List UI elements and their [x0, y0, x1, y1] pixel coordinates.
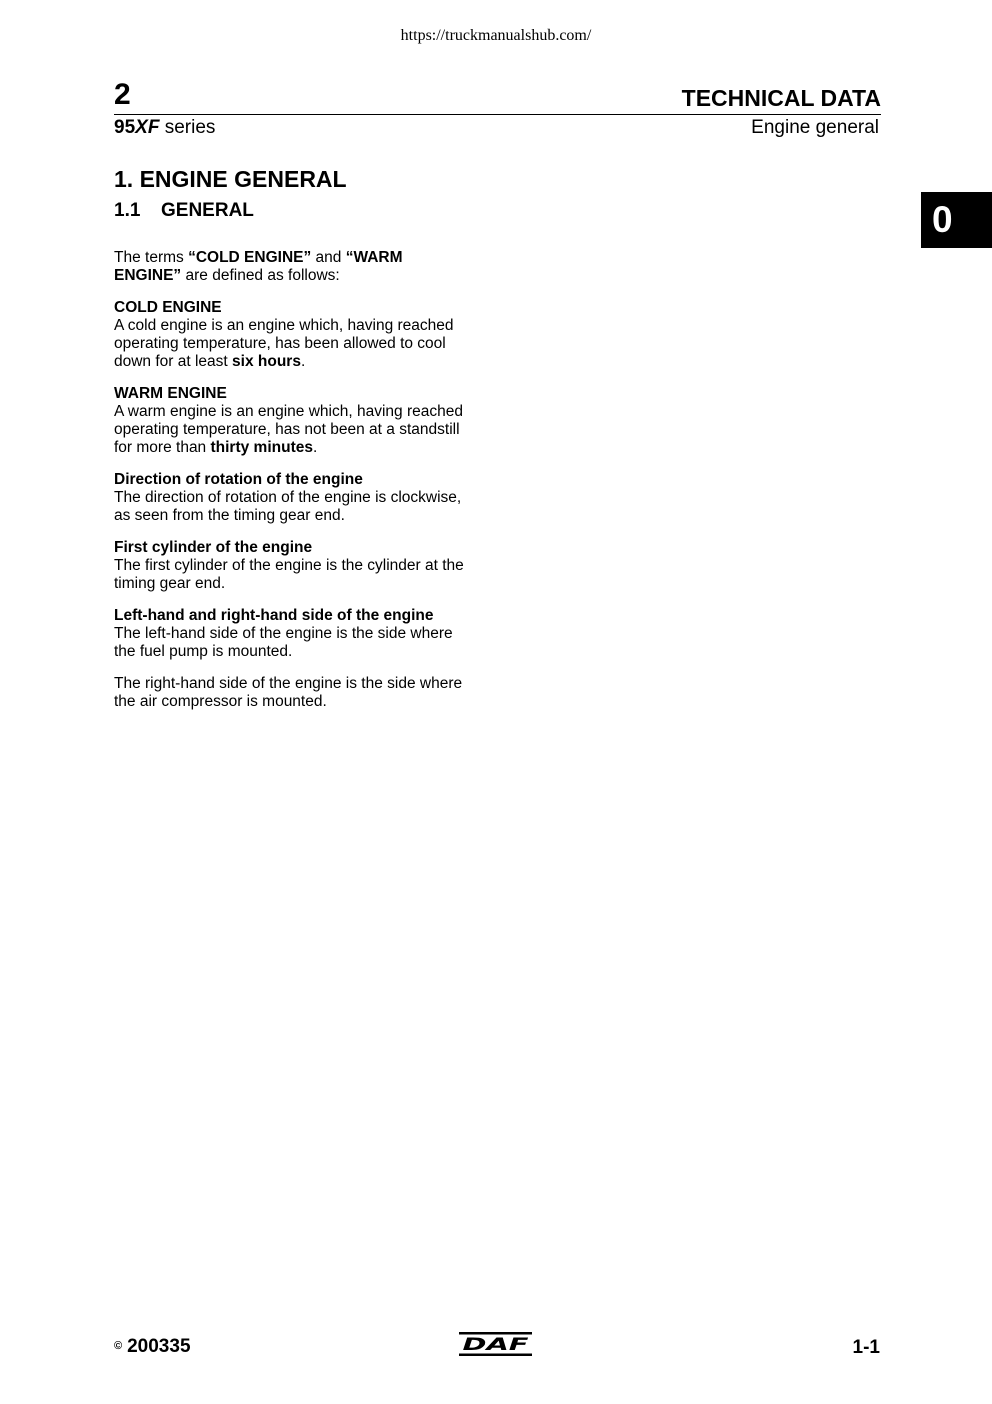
first-cylinder-definition: First cylinder of the engine The first cylinder of the engine is the cylinder at the timing gear end.: [114, 539, 474, 593]
first-cylinder-title: First cylinder of the engine: [114, 539, 313, 556]
series-variant: XF: [135, 117, 160, 138]
heading-engine-general: 1. ENGINE GENERAL: [114, 166, 347, 192]
intro-paragraph: The terms “COLD ENGINE” and “WARM ENGINE” are defined as follows:: [114, 249, 403, 284]
chapter-title: TECHNICAL DATA: [681, 85, 881, 111]
copyright-symbol: ©: [114, 1340, 123, 1352]
chapter-tab: 0: [921, 192, 992, 248]
svg-text:DAF: DAF: [462, 1335, 530, 1355]
right-hand-side-definition: The right-hand side of the engine is the side where the air compressor is mounted.: [114, 675, 463, 710]
sides-title: Left-hand and right-hand side of the engine: [114, 607, 434, 624]
sides-definition: Left-hand and right-hand side of the engine The left-hand side of the engine is the side where the fuel pump is mounted.: [114, 607, 474, 661]
series-model: 95XF: [114, 117, 160, 138]
chapter-number: 2: [114, 78, 131, 111]
series-label: [114, 117, 215, 139]
warm-engine-title: WARM ENGINE: [114, 385, 227, 402]
page-number: 1-1: [852, 1337, 880, 1358]
footer-code: © 200335: [114, 1336, 191, 1357]
main-content: [114, 165, 474, 711]
heading-general: [114, 199, 474, 223]
cold-engine-title: COLD ENGINE: [114, 299, 222, 316]
rotation-title: Direction of rotation of the engine: [114, 471, 363, 488]
term-cold-engine: “COLD ENGINE”: [188, 249, 312, 266]
daf-logo: [459, 1332, 532, 1356]
heading-general-number: 1.1: [114, 200, 141, 221]
source-url[interactable]: https://truckmanualshub.com/: [400, 27, 592, 44]
term-warm-engine: “WARM ENGINE”: [114, 249, 403, 284]
header-rule: [114, 114, 881, 115]
warm-engine-definition: WARM ENGINE A warm engine is an engine which, having reached operating temperature, has not been at a standstill for more than thirty minutes.: [114, 385, 474, 457]
cold-engine-definition: COLD ENGINE A cold engine is an engine which, having reached operating temperature, has been allowed to cool down for at least six hours.: [114, 299, 474, 371]
heading-general-text: GENERAL: [161, 200, 254, 221]
series-suffix: series: [159, 117, 216, 138]
section-name: Engine general: [751, 117, 879, 138]
rotation-definition: Direction of rotation of the engine The direction of rotation of the engine is clockwise, as seen from the timing gear end.: [114, 471, 474, 525]
